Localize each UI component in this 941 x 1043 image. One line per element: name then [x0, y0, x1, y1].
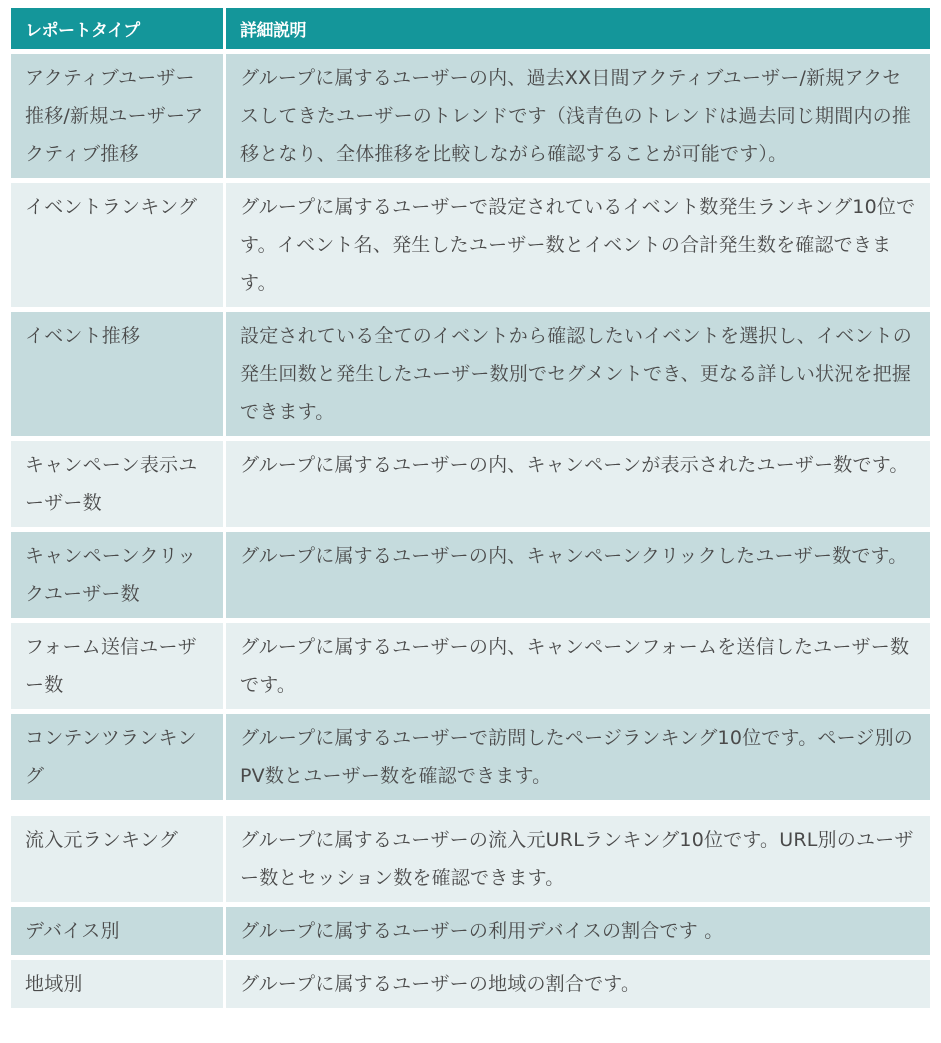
description-cell: グループに属するユーザーの内、過去XX日間アクティブユーザー/新規アクセスしてきたユーザーのトレンドです（浅青色のトレンドは過去同じ期間内の推移となり、全体推移を比較しながら確認することが可能です）。 — [223, 54, 930, 178]
report-type-cell: 流入元ランキング — [11, 816, 223, 902]
report-type-table-continued — [11, 811, 930, 1013]
description-cell: グループに属するユーザーの流入元URLランキング10位です。URL別のユーザー数とセッション数を確認できます。 — [223, 816, 930, 902]
table-row — [11, 54, 930, 178]
header-description: 詳細説明 — [223, 8, 930, 49]
table-row — [11, 532, 930, 618]
table-row — [11, 441, 930, 527]
report-type-cell: フォーム送信ユーザー数 — [11, 623, 223, 709]
table-row — [11, 816, 930, 902]
table-row — [11, 960, 930, 1008]
report-type-cell: デバイス別 — [11, 907, 223, 955]
description-cell: グループに属するユーザーの利用デバイスの割合です 。 — [223, 907, 930, 955]
report-type-cell: イベントランキング — [11, 183, 223, 307]
description-cell: グループに属するユーザーで訪問したページランキング10位です。ページ別のPV数とユーザー数を確認できます。 — [223, 714, 930, 800]
report-type-cell: コンテンツランキング — [11, 714, 223, 800]
report-type-table — [11, 3, 930, 805]
description-cell: グループに属するユーザーの内、キャンペーンクリックしたユーザー数です。 — [223, 532, 930, 618]
description-cell: 設定されている全てのイベントから確認したいイベントを選択し、イベントの発生回数と発生したユーザー数別でセグメントでき、更なる詳しい状況を把握できます。 — [223, 312, 930, 436]
report-type-cell: キャンペーン表示ユーザー数 — [11, 441, 223, 527]
table-row — [11, 907, 930, 955]
description-cell: グループに属するユーザーの地域の割合です。 — [223, 960, 930, 1008]
report-type-cell: イベント推移 — [11, 312, 223, 436]
report-type-cell: キャンペーンクリックユーザー数 — [11, 532, 223, 618]
report-type-cell: 地域別 — [11, 960, 223, 1008]
description-cell: グループに属するユーザーの内、キャンペーンフォームを送信したユーザー数です。 — [223, 623, 930, 709]
table-row — [11, 714, 930, 800]
description-cell: グループに属するユーザーの内、キャンペーンが表示されたユーザー数です。 — [223, 441, 930, 527]
table-row — [11, 183, 930, 307]
description-cell: グループに属するユーザーで設定されているイベント数発生ランキング10位です。イベント名、発生したユーザー数とイベントの合計発生数を確認できます。 — [223, 183, 930, 307]
header-report-type: レポートタイプ — [11, 8, 223, 49]
table-header-row — [11, 8, 930, 49]
report-type-cell: アクティブユーザー推移/新規ユーザーアクティブ推移 — [11, 54, 223, 178]
table-row — [11, 623, 930, 709]
table-row — [11, 312, 930, 436]
